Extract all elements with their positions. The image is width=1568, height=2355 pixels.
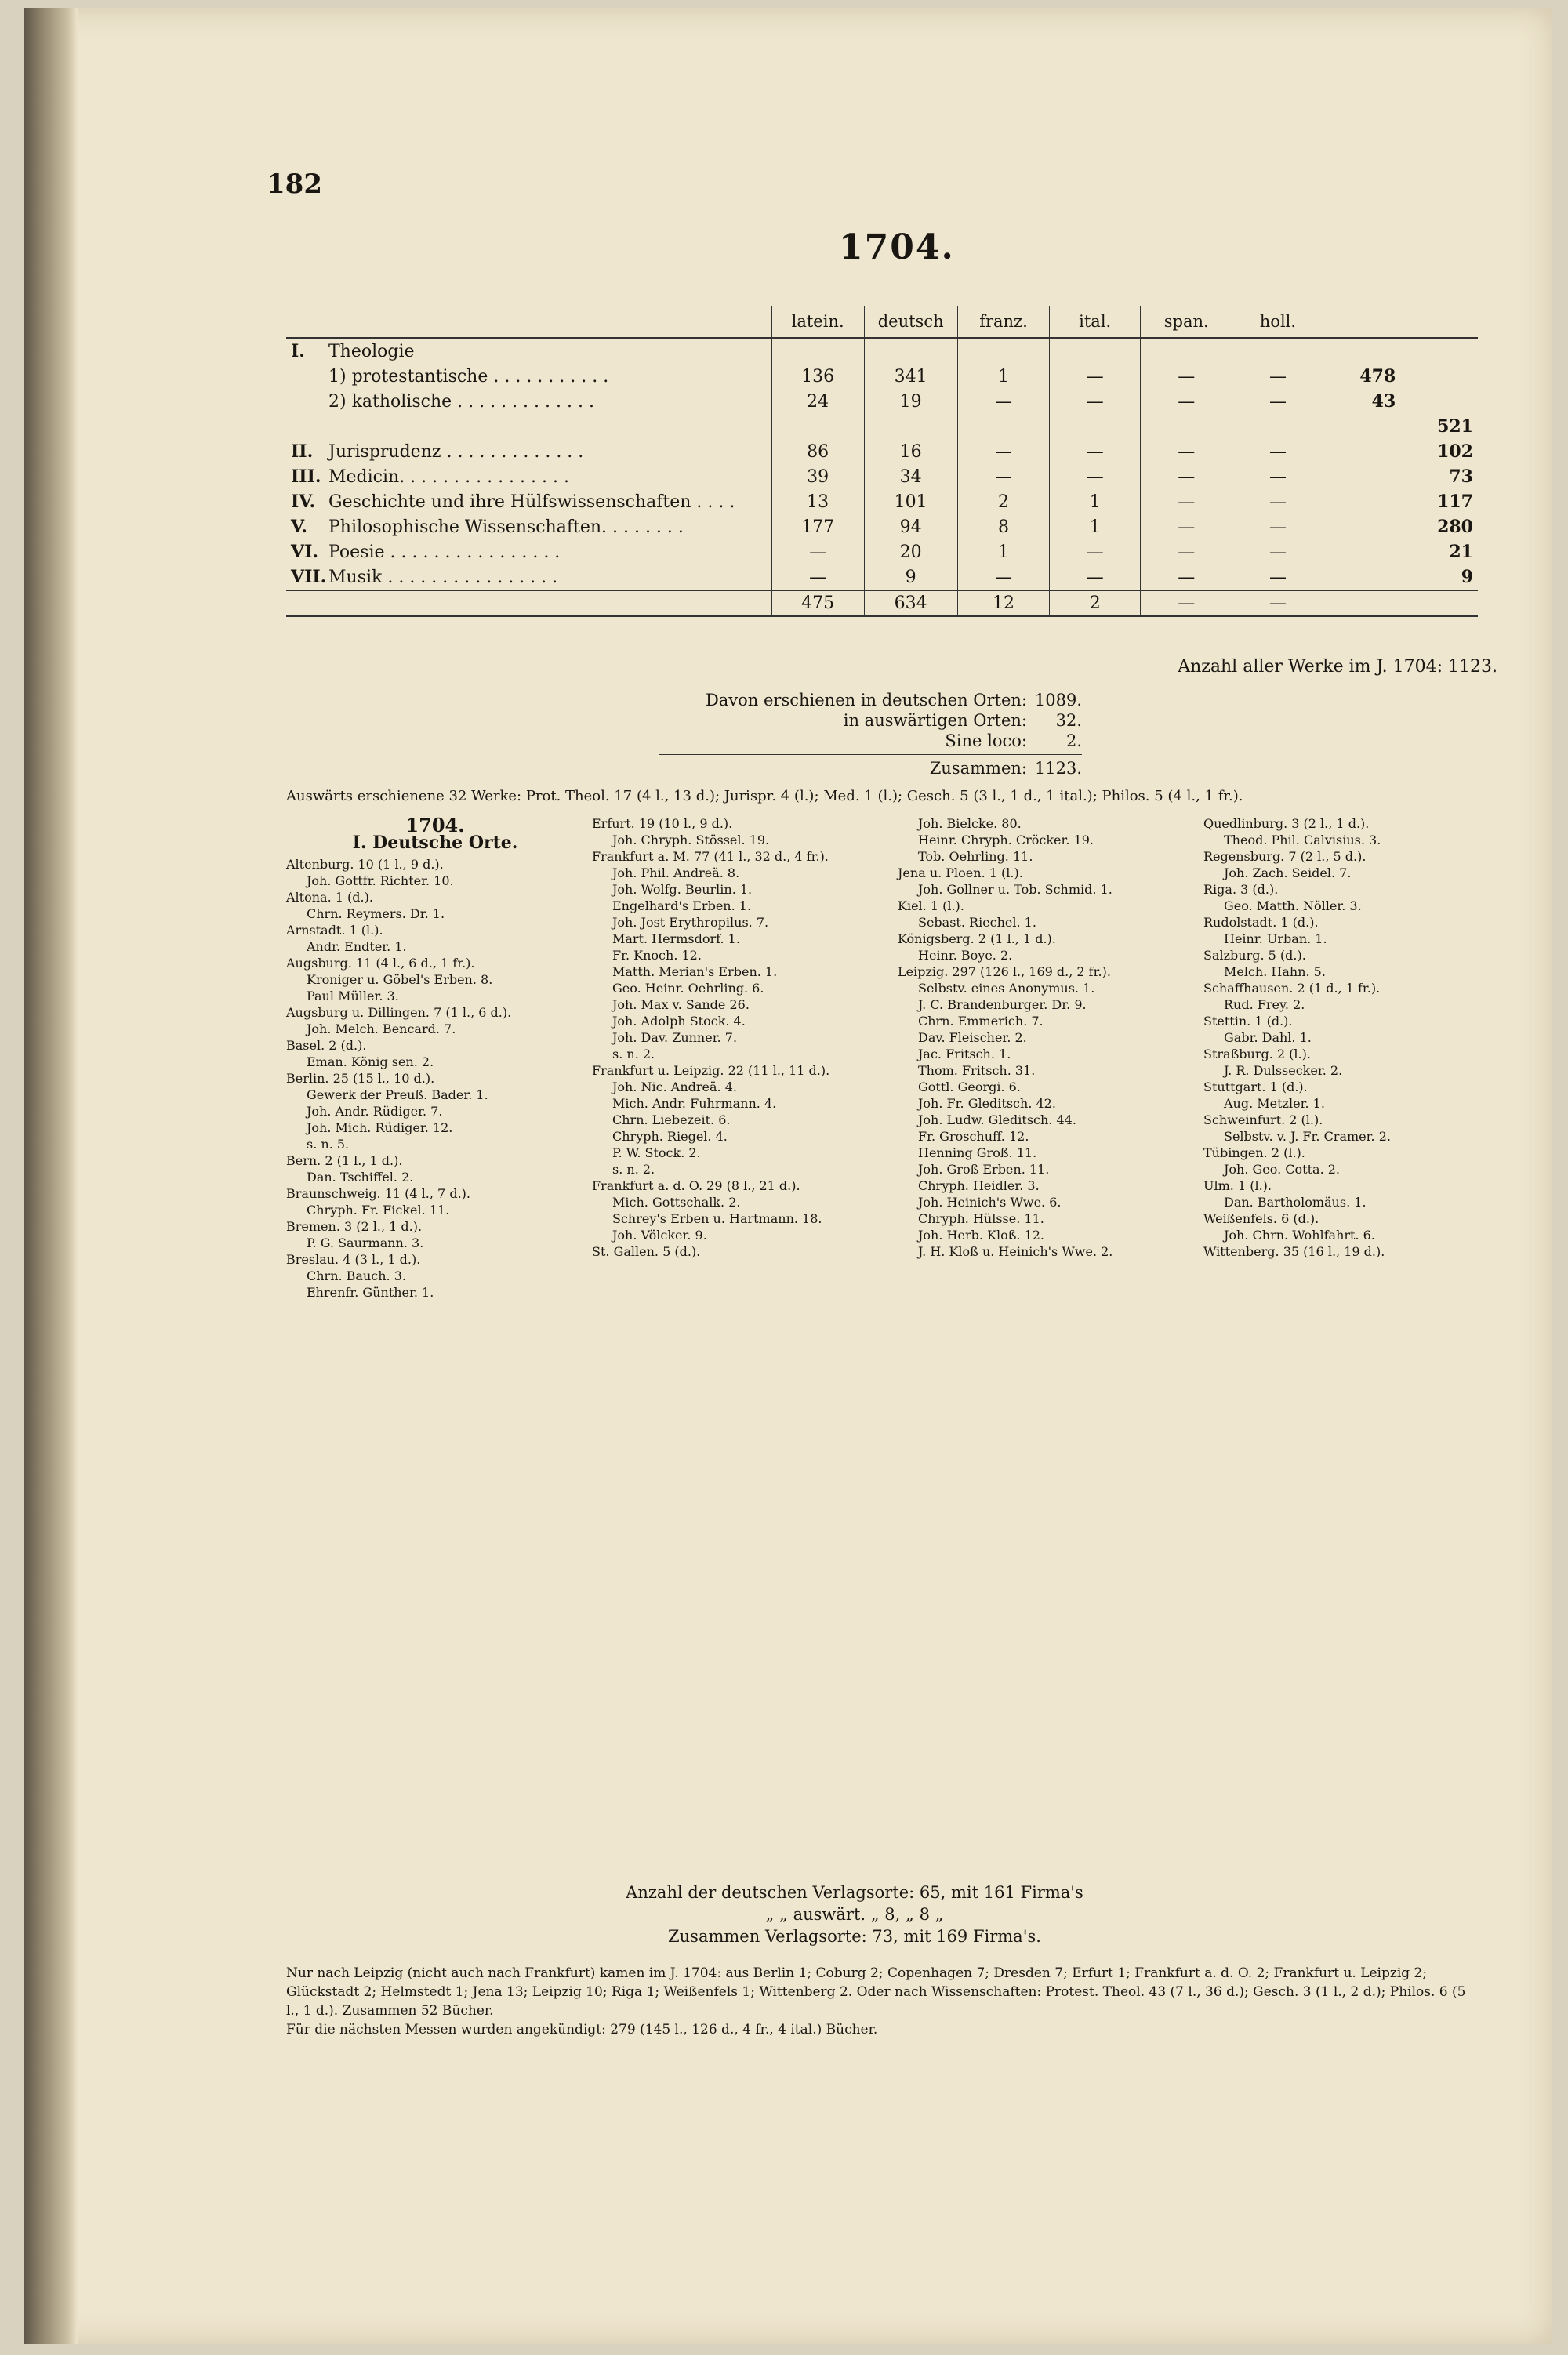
table-cell: — <box>1232 364 1323 389</box>
publisher-entry: Joh. Heinich's Wwe. 6. <box>918 1195 1062 1210</box>
publisher-entry: Fr. Knoch. 12. <box>612 948 702 963</box>
subtotal-cell <box>1323 564 1401 590</box>
summary-block <box>659 690 1082 778</box>
table-row <box>286 439 1478 464</box>
publisher-entry: Chryph. Riegel. 4. <box>612 1129 728 1144</box>
place-entry: St. Gallen. 5 (d.). <box>592 1244 701 1259</box>
table-row <box>286 464 1478 489</box>
publisher-entry: Chrn. Reymers. Dr. 1. <box>307 906 445 921</box>
total-cell: — <box>1141 590 1232 616</box>
table-cell: 136 <box>771 364 864 389</box>
sum-cell: 102 <box>1437 441 1473 462</box>
table-cell: 39 <box>771 464 864 489</box>
publisher-entry: Heinr. Urban. 1. <box>1224 931 1327 946</box>
publisher-entry: Chryph. Heidler. 3. <box>918 1178 1040 1193</box>
sum-cell: 280 <box>1437 517 1473 537</box>
footer-notes <box>286 1964 1478 2039</box>
subject-language-table <box>286 306 1478 617</box>
table-cell: — <box>1050 364 1141 389</box>
place-entry: Berlin. 25 (15 l., 10 d.). <box>286 1071 435 1086</box>
publisher-entry: Gewerk der Preuß. Bader. 1. <box>307 1087 488 1102</box>
place-entry: Salzburg. 5 (d.). <box>1203 948 1306 963</box>
place-entry: Kiel. 1 (l.). <box>898 898 964 913</box>
table-cell: 1 <box>957 364 1049 389</box>
col-franz: franz. <box>957 306 1049 338</box>
publisher-entry: Joh. Chrn. Wohlfahrt. 6. <box>1224 1228 1375 1243</box>
summary-total-row: Zusammen: 1123. <box>659 754 1082 778</box>
footer-paragraph: Für die nächsten Messen wurden angekündigt: 279 (145 l., 126 d., 4 fr., 4 ital.) Bücher. <box>286 2022 878 2037</box>
table-cell: 20 <box>864 539 957 564</box>
footer-paragraph: Nur nach Leipzig (nicht auch nach Frankfurt) kamen im J. 1704: aus Berlin 1; Coburg 2; Copenhagen 7; Dresden 7; Erfurt 1; Frankfurt a. d. O. 2; Frankfurt u. Leipzig 2; Glückstadt 2; Helmstedt 1; Jena 13; Leipzig 10; Riga 1; Weißenfels 1; Wittenberg 2. Oder nach Wissenschaften: Protest. Theol. 43 (7 l., 36 d.); Gesch. 3 (1 l., 2 d.); Philos. 6 (5 l., 1 d.). Zusammen 52 Bücher. <box>286 1965 1466 2019</box>
table-cell <box>864 414 957 439</box>
col-span: span. <box>1141 306 1232 338</box>
place-entry: Breslau. 4 (3 l., 1 d.). <box>286 1252 421 1267</box>
table-cell: 1 <box>1050 514 1141 539</box>
row-label: V. Philosophische Wissenschaften. . . . . . . . <box>291 517 684 537</box>
publisher-entry: s. n. 5. <box>307 1137 350 1152</box>
place-entry: Braunschweig. 11 (4 l., 7 d.). <box>286 1186 470 1201</box>
summary-line: Anzahl der deutschen Verlagsorte: 65, mit 161 Firma's <box>626 1883 1083 1902</box>
publisher-entry: s. n. 2. <box>612 1047 655 1061</box>
subtotal-cell: 478 <box>1359 366 1396 386</box>
column-1 <box>286 815 584 1301</box>
place-entry: Wittenberg. 35 (16 l., 19 d.). <box>1203 1244 1385 1259</box>
table-cell: — <box>771 564 864 590</box>
publisher-entry: Andr. Endter. 1. <box>307 939 407 954</box>
publisher-entry: J. H. Kloß u. Heinich's Wwe. 2. <box>918 1244 1113 1259</box>
table-cell: — <box>1050 564 1141 590</box>
row-label <box>286 414 771 439</box>
section-heading: I. Deutsche Orte. <box>352 833 518 853</box>
table-cell: — <box>1141 514 1232 539</box>
publisher-entry: Chryph. Fr. Fickel. 11. <box>307 1203 450 1217</box>
publisher-entry: Selbstv. v. J. Fr. Cramer. 2. <box>1224 1129 1391 1144</box>
place-entry: Ulm. 1 (l.). <box>1203 1178 1272 1193</box>
subtotal-cell <box>1323 464 1401 489</box>
table-cell: — <box>1050 464 1141 489</box>
publisher-columns <box>286 815 1478 1866</box>
table-cell: — <box>957 464 1049 489</box>
publisher-entry: Chryph. Hülsse. 11. <box>918 1211 1044 1226</box>
table-cell: — <box>1141 364 1232 389</box>
table-cell <box>1141 338 1232 364</box>
publisher-entry: Sebast. Riechel. 1. <box>918 915 1036 930</box>
publisher-entry: Chrn. Emmerich. 7. <box>918 1014 1044 1029</box>
subtotal-cell <box>1323 338 1401 364</box>
table-cell: 19 <box>864 389 957 414</box>
publisher-entry: Joh. Bielcke. 80. <box>918 816 1022 831</box>
table-row <box>286 514 1478 539</box>
publisher-entry: Joh. Dav. Zunner. 7. <box>612 1030 738 1045</box>
summary-row: Sine loco: 2. <box>945 731 1082 750</box>
table-cell <box>1141 414 1232 439</box>
table-cell: — <box>1050 539 1141 564</box>
entry-list <box>592 815 890 1260</box>
row-label: VII. Musik . . . . . . . . . . . . . . . . <box>291 567 558 587</box>
table-cell <box>864 338 957 364</box>
table-cell <box>1050 338 1141 364</box>
publisher-entry: Thom. Fritsch. 31. <box>918 1063 1036 1078</box>
publisher-entry: Dan. Tschiffel. 2. <box>307 1170 414 1185</box>
summary-row: in auswärtigen Orten: 32. <box>843 711 1082 730</box>
publisher-entry: Mich. Gottschalk. 2. <box>612 1195 741 1210</box>
summary-row: Davon erschienen in deutschen Orten: 1089. <box>705 691 1082 709</box>
place-entry: Frankfurt u. Leipzig. 22 (11 l., 11 d.). <box>592 1063 830 1078</box>
publisher-entry: Gabr. Dahl. 1. <box>1224 1030 1312 1045</box>
column-4 <box>1203 815 1501 1260</box>
subtotal-cell <box>1323 539 1401 564</box>
place-entry: Weißenfels. 6 (d.). <box>1203 1211 1319 1226</box>
publisher-entry: Chrn. Bauch. 3. <box>307 1268 406 1283</box>
table-cell: 24 <box>771 389 864 414</box>
publisher-entry: Theod. Phil. Calvisius. 3. <box>1224 833 1381 847</box>
table-row <box>286 564 1478 590</box>
table-body <box>286 338 1478 616</box>
table-cell: — <box>1232 564 1323 590</box>
entry-list <box>1203 815 1501 1260</box>
table-cell: — <box>1141 489 1232 514</box>
auswaerts-note: Auswärts erschienene 32 Werke: Prot. Theol. 17 (4 l., 13 d.); Jurispr. 4 (l.); Med. 1 (l.); Gesch. 5 (3 l., 1 d., 1 ital.); Philos. 5 (4 l., 1 fr.). <box>286 788 1243 804</box>
publisher-entry: Joh. Völcker. 9. <box>612 1228 707 1243</box>
col-holl: holl. <box>1232 306 1323 338</box>
sum-cell <box>1400 389 1478 414</box>
sum-cell: 521 <box>1437 416 1473 437</box>
book-binding <box>24 8 78 2344</box>
page-number: 182 <box>267 169 322 200</box>
year-heading: 1704. <box>839 227 955 267</box>
total-cell: 2 <box>1050 590 1141 616</box>
table-cell: — <box>1232 489 1323 514</box>
publisher-entry: Geo. Matth. Nöller. 3. <box>1224 898 1362 913</box>
publisher-entry: Selbstv. eines Anonymus. 1. <box>918 981 1095 996</box>
table-cell: — <box>1232 439 1323 464</box>
publisher-entry: Joh. Gottfr. Richter. 10. <box>307 873 454 888</box>
row-label: 2) katholische . . . . . . . . . . . . . <box>328 391 594 412</box>
table-cell: 13 <box>771 489 864 514</box>
publisher-entry: Mich. Andr. Fuhrmann. 4. <box>612 1096 777 1111</box>
publisher-entry: Chrn. Liebezeit. 6. <box>612 1112 731 1127</box>
publisher-entry: Joh. Jost Erythropilus. 7. <box>612 915 769 930</box>
table-cell <box>771 414 864 439</box>
publisher-entry: Matth. Merian's Erben. 1. <box>612 964 778 979</box>
publisher-entry: Joh. Phil. Andreä. 8. <box>612 865 740 880</box>
publisher-entry: Joh. Zach. Seidel. 7. <box>1224 865 1352 880</box>
publisher-entry: Joh. Andr. Rüdiger. 7. <box>307 1104 443 1119</box>
sum-cell: 117 <box>1437 492 1473 512</box>
place-entry: Altenburg. 10 (1 l., 9 d.). <box>286 857 444 872</box>
summary-line: Zusammen Verlagsorte: 73, mit 169 Firma's. <box>668 1927 1041 1946</box>
place-entry: Erfurt. 19 (10 l., 9 d.). <box>592 816 733 831</box>
publisher-entry: Jac. Fritsch. 1. <box>918 1047 1011 1061</box>
publisher-entry: Joh. Groß Erben. 11. <box>918 1162 1050 1177</box>
table-cell: — <box>1232 464 1323 489</box>
place-entry: Schaffhausen. 2 (1 d., 1 fr.). <box>1203 981 1381 996</box>
entry-list <box>898 815 1196 1260</box>
publisher-entry: Geo. Heinr. Oehrling. 6. <box>612 981 764 996</box>
publisher-entry: P. W. Stock. 2. <box>612 1145 701 1160</box>
publisher-entry: Gottl. Georgi. 6. <box>918 1080 1021 1094</box>
table-cell: 9 <box>864 564 957 590</box>
subtotal-cell <box>1323 439 1401 464</box>
table-cell: — <box>771 539 864 564</box>
subtotal-cell <box>1323 489 1401 514</box>
table-cell: — <box>1141 439 1232 464</box>
col-deutsch: deutsch <box>864 306 957 338</box>
table-cell: 8 <box>957 514 1049 539</box>
total-cell: 475 <box>771 590 864 616</box>
table-cell <box>1232 338 1323 364</box>
publisher-entry: Dan. Bartholomäus. 1. <box>1224 1195 1367 1210</box>
table-cell: — <box>957 564 1049 590</box>
publisher-entry: Ehrenfr. Günther. 1. <box>307 1285 434 1300</box>
table-cell: 101 <box>864 489 957 514</box>
col-latein: latein. <box>771 306 864 338</box>
place-entry: Leipzig. 297 (126 l., 169 d., 2 fr.). <box>898 964 1111 979</box>
place-entry: Bern. 2 (1 l., 1 d.). <box>286 1153 403 1168</box>
place-entry: Augsburg u. Dillingen. 7 (1 l., 6 d.). <box>286 1005 512 1020</box>
total-note: Anzahl aller Werke im J. 1704: 1123. <box>1178 657 1497 677</box>
publisher-entry: Henning Groß. 11. <box>918 1145 1037 1160</box>
table-row <box>286 338 1478 364</box>
column-2 <box>592 815 890 1260</box>
publisher-entry: P. G. Saurmann. 3. <box>307 1236 424 1250</box>
table-row <box>286 539 1478 564</box>
publisher-entry: Dav. Fleischer. 2. <box>918 1030 1027 1045</box>
publisher-entry: Tob. Oehrling. 11. <box>918 849 1033 864</box>
table-cell <box>771 338 864 364</box>
row-label: III. Medicin. . . . . . . . . . . . . . . . <box>291 466 569 487</box>
place-entry: Frankfurt a. M. 77 (41 l., 32 d., 4 fr.). <box>592 849 829 864</box>
place-entry: Riga. 3 (d.). <box>1203 882 1279 897</box>
table-cell: — <box>957 389 1049 414</box>
place-entry: Frankfurt a. d. O. 29 (8 l., 21 d.). <box>592 1178 800 1193</box>
place-entry: Quedlinburg. 3 (2 l., 1 d.). <box>1203 816 1370 831</box>
total-cell: 634 <box>864 590 957 616</box>
row-label: VI. Poesie . . . . . . . . . . . . . . . . <box>291 542 561 562</box>
column-3 <box>898 815 1196 1260</box>
table-cell <box>957 414 1049 439</box>
table-cell: — <box>1141 389 1232 414</box>
table-cell: 341 <box>864 364 957 389</box>
table-cell <box>1050 414 1141 439</box>
sum-cell <box>1400 364 1478 389</box>
publisher-entry: Engelhard's Erben. 1. <box>612 898 752 913</box>
entry-list <box>286 856 584 1301</box>
place-entry: Tübingen. 2 (l.). <box>1203 1145 1305 1160</box>
place-entry: Altona. 1 (d.). <box>286 890 373 905</box>
publisher-entry: s. n. 2. <box>612 1162 655 1177</box>
table-cell: — <box>1141 564 1232 590</box>
table-cell: 86 <box>771 439 864 464</box>
table-row <box>286 389 1478 414</box>
table-cell: — <box>1141 539 1232 564</box>
row-label: IV. Geschichte und ihre Hülfswissenschaften . . . . <box>291 492 735 512</box>
sum-cell <box>1400 338 1478 364</box>
publisher-entry: Joh. Melch. Bencard. 7. <box>307 1021 456 1036</box>
table-cell: — <box>1232 514 1323 539</box>
publisher-entry: Joh. Gollner u. Tob. Schmid. 1. <box>918 882 1112 897</box>
table-cell: 1 <box>1050 489 1141 514</box>
place-entry: Königsberg. 2 (1 l., 1 d.). <box>898 931 1056 946</box>
publisher-entry: Mart. Hermsdorf. 1. <box>612 931 740 946</box>
subtotal-cell: 43 <box>1371 391 1396 412</box>
table-cell <box>957 338 1049 364</box>
row-label: I. Theologie <box>291 341 415 361</box>
place-entry: Regensburg. 7 (2 l., 5 d.). <box>1203 849 1367 864</box>
total-cell: — <box>1232 590 1323 616</box>
table-row <box>286 364 1478 389</box>
place-entry: Stuttgart. 1 (d.). <box>1203 1080 1308 1094</box>
table-cell: — <box>957 439 1049 464</box>
publisher-entry: Joh. Adolph Stock. 4. <box>612 1014 746 1029</box>
publisher-entry: Eman. König sen. 2. <box>307 1054 434 1069</box>
subtotal-cell <box>1323 514 1401 539</box>
publisher-entry: Joh. Wolfg. Beurlin. 1. <box>612 882 753 897</box>
table-row <box>286 489 1478 514</box>
row-label: 1) protestantische . . . . . . . . . . . <box>328 366 609 386</box>
row-label: II. Jurisprudenz . . . . . . . . . . . . . <box>291 441 584 462</box>
total-cell: 12 <box>957 590 1049 616</box>
publisher-entry: Rud. Frey. 2. <box>1224 997 1305 1012</box>
publisher-entry: Kroniger u. Göbel's Erben. 8. <box>307 972 493 987</box>
publisher-entry: Joh. Ludw. Gleditsch. 44. <box>918 1112 1076 1127</box>
totals-row <box>286 590 1478 616</box>
publisher-entry: Fr. Groschuff. 12. <box>918 1129 1029 1144</box>
table-cell: 2 <box>957 489 1049 514</box>
table-cell: — <box>1232 539 1323 564</box>
table-cell: 177 <box>771 514 864 539</box>
table-cell: — <box>1050 439 1141 464</box>
place-entry: Basel. 2 (d.). <box>286 1038 367 1053</box>
place-entry: Arnstadt. 1 (l.). <box>286 923 383 938</box>
publisher-entry: Joh. Nic. Andreä. 4. <box>612 1080 737 1094</box>
column-year: 1704. <box>405 814 465 836</box>
summary-line: „ „ auswärt. „ 8, „ 8 „ <box>765 1905 944 1924</box>
publisher-entry: Joh. Mich. Rüdiger. 12. <box>307 1120 453 1135</box>
table-row <box>286 414 1478 439</box>
table-cell <box>1232 414 1323 439</box>
place-entry: Straßburg. 2 (l.). <box>1203 1047 1311 1061</box>
publisher-entry: Melch. Hahn. 5. <box>1224 964 1326 979</box>
publisher-entry: Aug. Metzler. 1. <box>1224 1096 1325 1111</box>
publisher-entry: Joh. Max v. Sande 26. <box>612 997 750 1012</box>
sum-cell: 73 <box>1449 466 1473 487</box>
table-cell: 16 <box>864 439 957 464</box>
table-cell: 1 <box>957 539 1049 564</box>
subtotal-cell <box>1323 414 1401 439</box>
publisher-entry: Heinr. Chryph. Cröcker. 19. <box>918 833 1094 847</box>
place-entry: Schweinfurt. 2 (l.). <box>1203 1112 1323 1127</box>
verlagsorte-summary <box>502 1881 1207 1947</box>
table-cell: — <box>1232 389 1323 414</box>
place-entry: Augsburg. 11 (4 l., 6 d., 1 fr.). <box>286 956 475 971</box>
publisher-entry: Joh. Fr. Gleditsch. 42. <box>918 1096 1056 1111</box>
place-entry: Jena u. Ploen. 1 (l.). <box>898 865 1023 880</box>
place-entry: Bremen. 3 (2 l., 1 d.). <box>286 1219 423 1234</box>
publisher-entry: Joh. Geo. Cotta. 2. <box>1224 1162 1341 1177</box>
table-cell: — <box>1141 464 1232 489</box>
publisher-entry: J. R. Dulssecker. 2. <box>1224 1063 1343 1078</box>
publisher-entry: Heinr. Boye. 2. <box>918 948 1013 963</box>
publisher-entry: Schrey's Erben u. Hartmann. 18. <box>612 1211 822 1226</box>
sum-cell: 9 <box>1461 567 1473 587</box>
publisher-entry: Joh. Chryph. Stössel. 19. <box>612 833 770 847</box>
publisher-entry: Paul Müller. 3. <box>307 989 399 1003</box>
table-cell: 34 <box>864 464 957 489</box>
table-cell: — <box>1050 389 1141 414</box>
sum-cell: 21 <box>1449 542 1473 562</box>
table-cell: 94 <box>864 514 957 539</box>
publisher-entry: J. C. Brandenburger. Dr. 9. <box>918 997 1087 1012</box>
publisher-entry: Joh. Herb. Kloß. 12. <box>918 1228 1045 1243</box>
place-entry: Rudolstadt. 1 (d.). <box>1203 915 1319 930</box>
col-ital: ital. <box>1050 306 1141 338</box>
place-entry: Stettin. 1 (d.). <box>1203 1014 1293 1029</box>
